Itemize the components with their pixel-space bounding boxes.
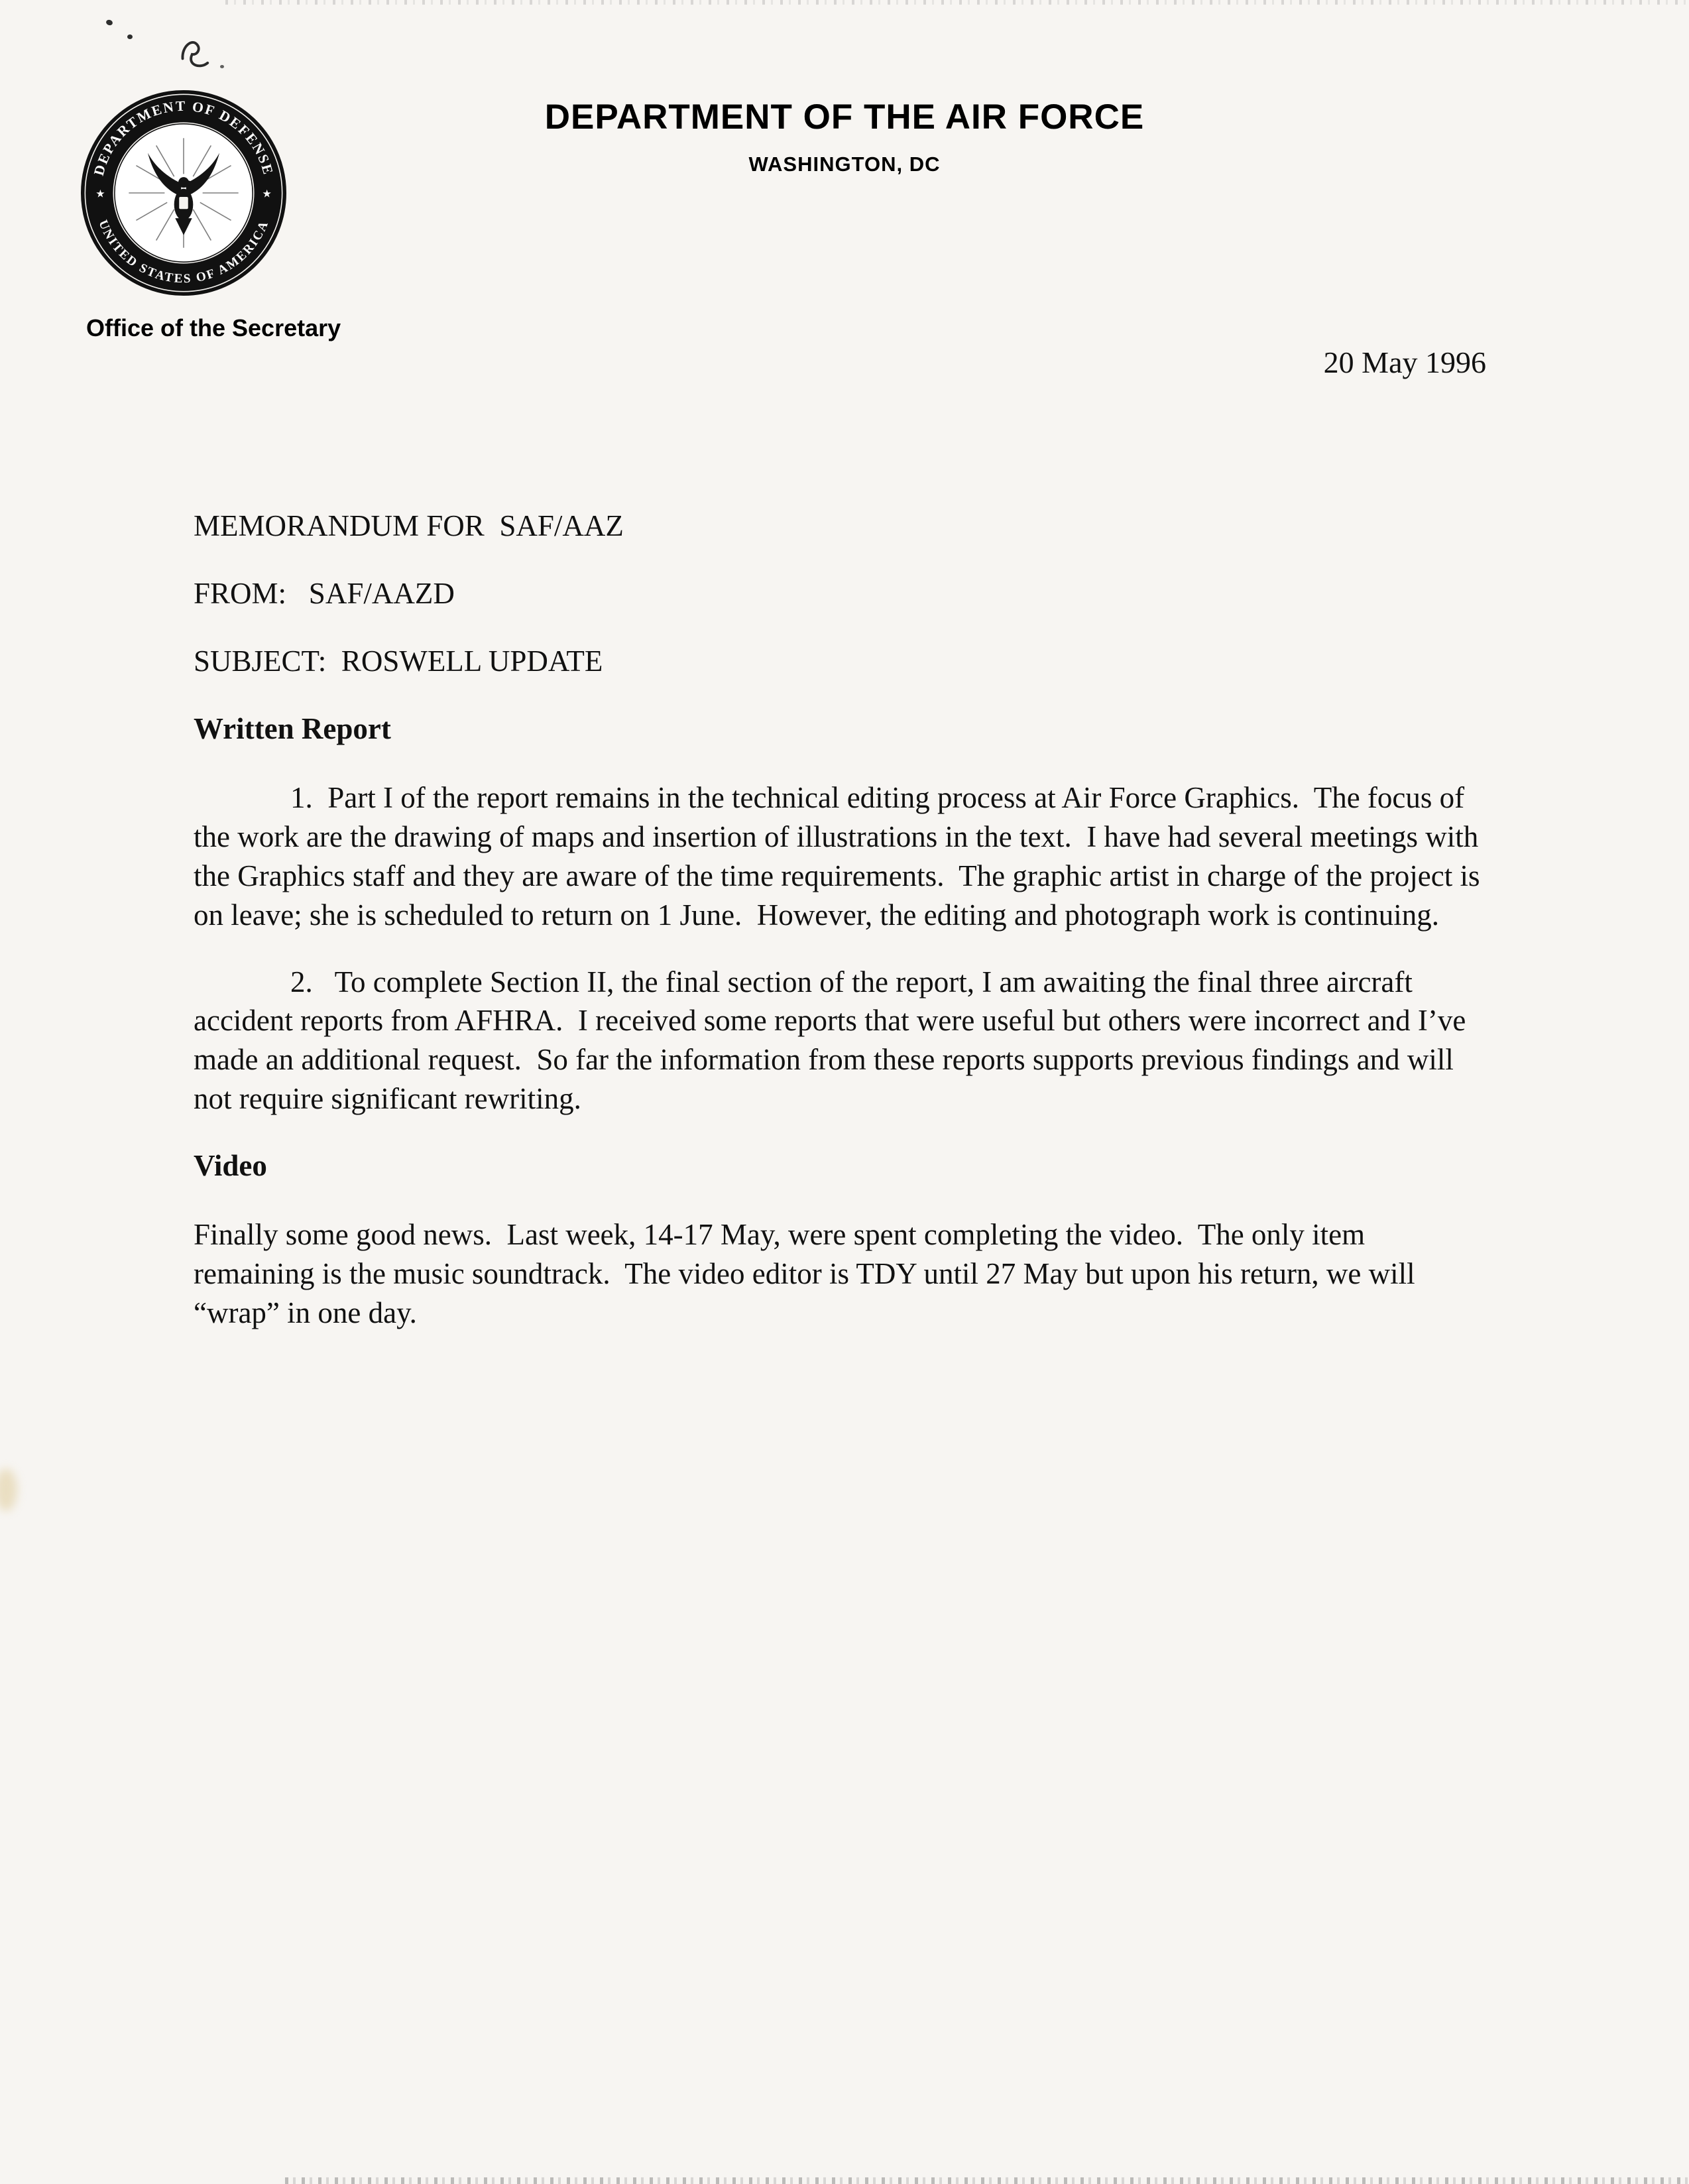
scan-noise-top bbox=[225, 0, 1689, 5]
seal-star-left: ★ bbox=[95, 188, 105, 200]
seal-top-text: DEPARTMENT OF DEFENSE bbox=[90, 97, 277, 178]
seal-star-right: ★ bbox=[262, 188, 272, 200]
letterhead-title: DEPARTMENT OF THE AIR FORCE bbox=[544, 97, 1145, 137]
section-heading-video: Video bbox=[194, 1149, 267, 1183]
paragraph-video-1: Finally some good news. Last week, 14-17 May, were spent completing the video. The only item remaining is the music soundtrack. The video editor is TDY until 27 May but upon his return, we will “wrap” in one day. bbox=[194, 1218, 1423, 1330]
office-of-secretary-line: Office of the Secretary bbox=[86, 314, 341, 341]
memo-body bbox=[194, 507, 1490, 1361]
seal-bottom-text: UNITED STATES OF AMERICA bbox=[95, 217, 272, 286]
pen-mark-dot bbox=[105, 19, 113, 27]
from-line: FROM: SAF/AAZD bbox=[194, 576, 455, 610]
pen-mark-dot bbox=[127, 34, 133, 39]
paragraph-written-report-1: 1. Part I of the report remains in the technical editing process at Air Force Graphics. The focus of the work are the drawing of maps and insertion of illustrations in the text. I have had several meetings with the Graphics staff and they are aware of the time requirements. The graphic artist in charge of the project is on leave; she is scheduled to return on 1 June. However, the editing and photograph work is continuing. bbox=[194, 780, 1487, 932]
paper-smudge bbox=[0, 1469, 17, 1511]
pen-mark-dot bbox=[220, 65, 224, 68]
date-row bbox=[194, 345, 1486, 380]
section-heading-written-report: Written Report bbox=[194, 711, 391, 745]
memorandum-for-line: MEMORANDUM FOR SAF/AAZ bbox=[194, 509, 624, 542]
pen-squiggle-mark bbox=[178, 34, 213, 69]
scan-noise-bottom bbox=[285, 2177, 1689, 2184]
letterhead-subtitle: WASHINGTON, DC bbox=[748, 152, 941, 176]
paragraph-written-report-2: 2. To complete Section II, the final section of the report, I am awaiting the final three aircraft accident reports from AFHRA. I received some reports that were useful but others were incorrect and I’ve made an additional request. So far the information from these reports supports previous findings and will not require significant rewriting. bbox=[194, 965, 1474, 1116]
memo-date: 20 May 1996 bbox=[1323, 345, 1486, 379]
subject-line: SUBJECT: ROSWELL UPDATE bbox=[194, 644, 603, 678]
